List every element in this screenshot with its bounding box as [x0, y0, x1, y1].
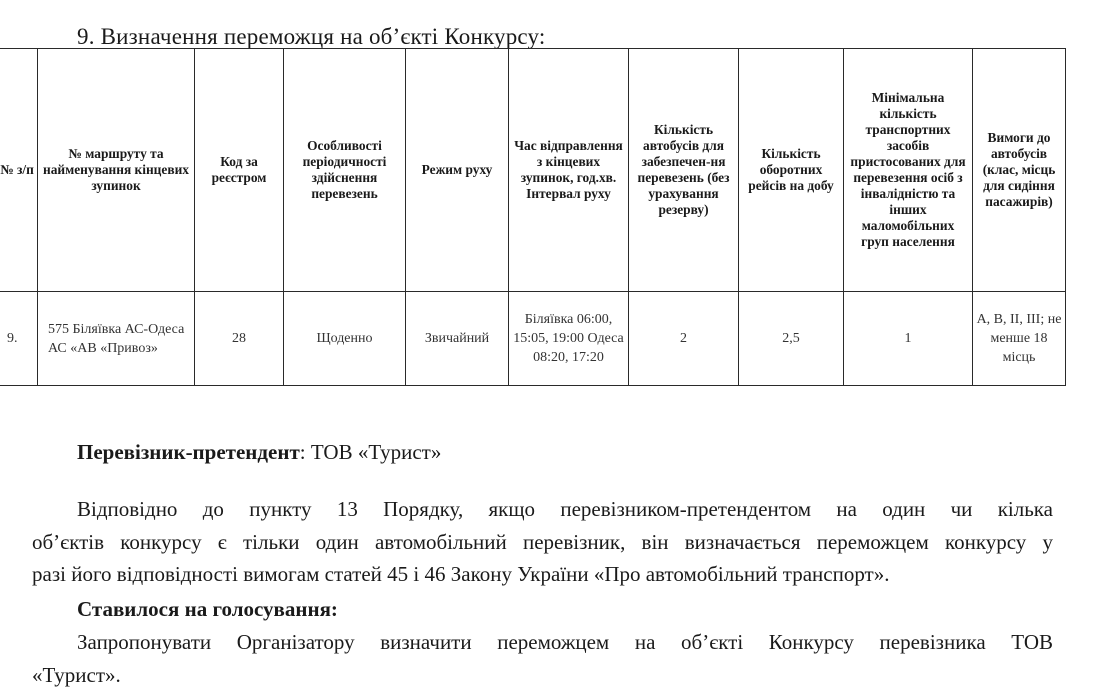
header-route: № маршруту та найменування кінцевих зупинок: [38, 49, 195, 292]
header-buses: Кількість автобусів для забезпечен-ня перевезень (без урахування резерву): [629, 49, 739, 292]
table-row: [0, 292, 1066, 386]
cell-accessible-min: 1: [844, 292, 973, 386]
paragraph-line: об’єктів конкурсу є тільки один автомобільний перевізник, він визначається переможцем конкурсу у: [32, 529, 1053, 554]
header-registry-code: Код за реєстром: [195, 49, 284, 292]
carrier-value: ТОВ «Турист»: [310, 440, 442, 464]
header-mode: Режим руху: [406, 49, 509, 292]
cell-registry-code: 28: [195, 292, 284, 386]
header-round-trips: Кількість оборотних рейсів на добу: [739, 49, 844, 292]
paragraph-line: разі його відповідності вимогам статей 45 і 46 Закону України «Про автомобільний транспорт».: [32, 562, 890, 586]
header-schedule: Час відправлення з кінцевих зупинок, год.хв. Інтервал руху: [509, 49, 629, 292]
cell-periodicity: Щоденно: [284, 292, 406, 386]
cell-number: 9.: [0, 292, 38, 386]
paragraph-line: «Турист».: [32, 662, 121, 687]
paragraph-line: Запропонувати Організатору визначити переможцем на об’єкті Конкурсу перевізника ТОВ: [77, 630, 1053, 654]
proposal-paragraph: [32, 626, 1053, 691]
carrier-label: Перевізник-претендент: [77, 440, 300, 464]
cell-buses: 2: [629, 292, 739, 386]
cell-mode: Звичайний: [406, 292, 509, 386]
section-heading: 9. Визначення переможця на об’єкті Конкурсу:: [77, 24, 546, 49]
winner-table: [0, 48, 1066, 386]
header-number: № з/п: [0, 49, 38, 292]
vote-heading: Ставилося на голосування:: [77, 597, 338, 621]
carrier-separator: :: [299, 440, 311, 464]
header-bus-requirements: Вимоги до автобусів (клас, місць для сидіння пасажирів): [973, 49, 1066, 292]
cell-route: 575 Біляївка АС-Одеса АС «АВ «Привоз»: [38, 292, 195, 386]
carrier-line: [77, 440, 441, 465]
header-accessible-min: Мінімальна кількість транспортних засобів пристосованих для перевезення осіб з інвалідністю та інших маломобільних груп населення: [844, 49, 973, 292]
paragraph-line: Відповідно до пункту 13 Порядку, якщо перевізником-претендентом на один чи кілька: [77, 497, 1053, 521]
rule-paragraph: [32, 493, 1053, 591]
cell-bus-requirements: А, В, ІІ, ІІІ; не менше 18 місць: [973, 292, 1066, 386]
cell-schedule: Біляївка 06:00, 15:05, 19:00 Одеса 08:20, 17:20: [509, 292, 629, 386]
table-header-row: [0, 49, 1066, 292]
header-periodicity: Особливості періодичності здійснення перевезень: [284, 49, 406, 292]
cell-round-trips: 2,5: [739, 292, 844, 386]
